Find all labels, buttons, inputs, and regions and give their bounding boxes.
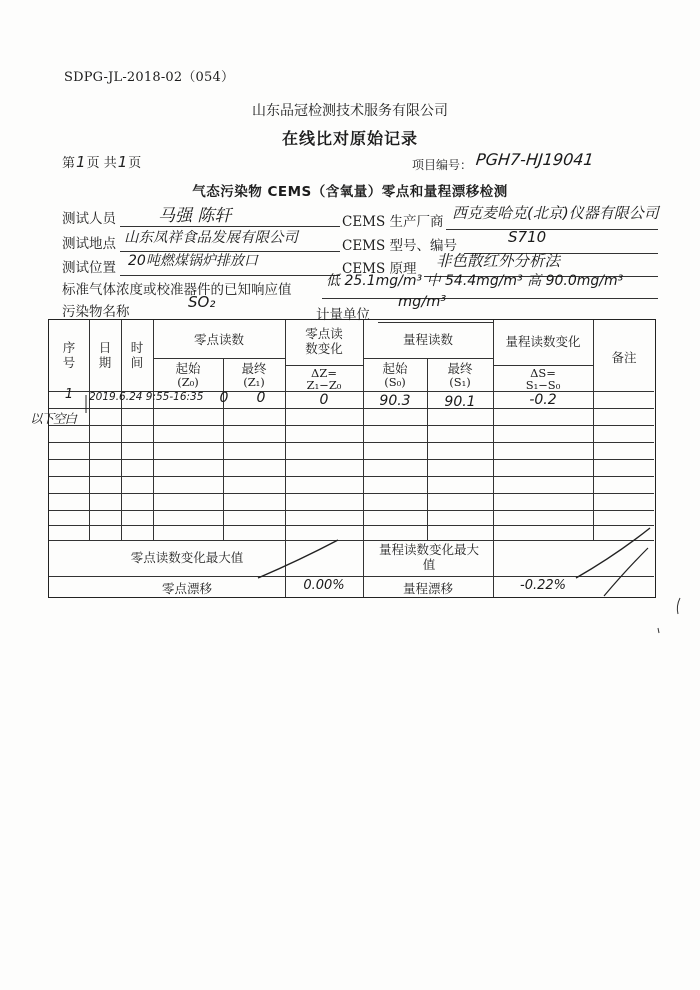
row1-zero-start: 0 [219,390,229,406]
tester-label: 测试人员 [62,211,116,227]
blank-below-note: 以下空白 [30,411,77,426]
header-span-end: 最终 [447,361,473,376]
span-drift-label: 量程漂移 [402,581,453,596]
header-span-start-sym: (S₀) [384,375,406,389]
header-zero-start-sym: (Z₀) [177,375,199,389]
principle-label: CEMS 原理 [342,261,417,277]
span-max-slash [576,528,650,578]
row1-seq: 1 [64,387,74,402]
pollutant-value: SO₂ [188,293,216,311]
manufacturer-value: 西克麦哈克(北京)仪器有限公司 [452,204,659,222]
position-value: 20吨燃煤锅炉排放口 [128,253,258,269]
header-span-change-formula2: S₁−S₀ [525,378,561,392]
unit-value: mg/m³ [398,294,447,310]
zero-drift-label: 零点漂移 [161,581,212,596]
span-drift-value: -0.22% [520,578,566,593]
row1-zero-end: 0 [256,390,266,406]
header-zero-change: 零点读数变化 [305,326,343,356]
row1-zero-change: 0 [319,392,329,408]
remark-slash [604,548,648,596]
location-value: 山东凤祥食品发展有限公司 [124,230,298,246]
header-zero-reading: 零点读数 [193,332,244,347]
manufacturer-label: CEMS 生产厂商 [342,214,444,230]
header-time-text: 时间 [130,340,144,370]
header-span-reading: 量程读数 [402,332,453,347]
header-span-end-sym: (S₁) [449,375,471,389]
row1-date-time: 2019.6.24 9:55-16:35 [89,391,204,403]
header-remark: 备注 [611,350,637,365]
header-span-start: 起始 [382,361,408,376]
location-label: 测试地点 [62,236,116,252]
standard-value: 低 25.1mg/m³ 中 54.4mg/m³ 高 90.0mg/m³ [326,273,624,289]
zero-max-label: 零点读数变化最大值 [130,550,244,565]
unit-label: 计量单位 [316,307,370,323]
tester-value: 马强 陈轩 [158,206,232,226]
model-label: CEMS 型号、编号 [342,238,458,254]
form-subtitle: 气态污染物 CEMS（含氧量）零点和量程漂移检测 [192,184,508,200]
project-no-value: PGH7-HJ19041 [475,150,595,169]
row1-span-end: 90.1 [444,394,476,410]
page-title: 在线比对原始记录 [281,129,418,148]
row1-span-start: 90.3 [379,393,411,409]
pollutant-label: 污染物名称 [62,304,130,320]
project-no-label: 项目编号： [412,158,473,172]
header-zero-change-formula2: Z₁−Z₀ [306,378,342,392]
page-current: 1 [76,153,86,171]
header-seq-text: 序号 [62,340,76,370]
header-zero-change-formula1: ΔZ= [311,366,337,380]
page-total: 1 [117,153,128,171]
model-value: S710 [508,228,547,246]
position-label: 测试位置 [62,260,116,276]
principle-value: 非色散红外分析法 [436,252,561,270]
page-middle: 页 共 [86,156,117,171]
zero-max-slash [258,540,338,578]
margin-dot [658,628,659,633]
margin-mark [677,598,680,614]
row1-span-change: -0.2 [529,392,557,408]
standard-label: 标准气体浓度或校准器件的已知响应值 [62,282,292,298]
zero-drift-value: 0.00% [303,578,345,593]
page-suffix: 页 [128,156,142,171]
header-zero-end: 最终 [241,361,267,376]
header-span-change-formula1: ΔS= [530,366,556,380]
header-zero-start: 起始 [175,361,201,376]
header-zero-end-sym: (Z₁) [243,375,265,389]
span-max-label: 量程读数变化最大值 [379,542,480,572]
company-name: 山东品冠检测技术服务有限公司 [252,103,448,119]
page-prefix: 第 [62,156,76,171]
header-span-change: 量程读数变化 [505,334,581,349]
document-serial: SDPG-JL-2018-02（054） [64,70,235,85]
header-date-text: 日期 [98,340,112,370]
